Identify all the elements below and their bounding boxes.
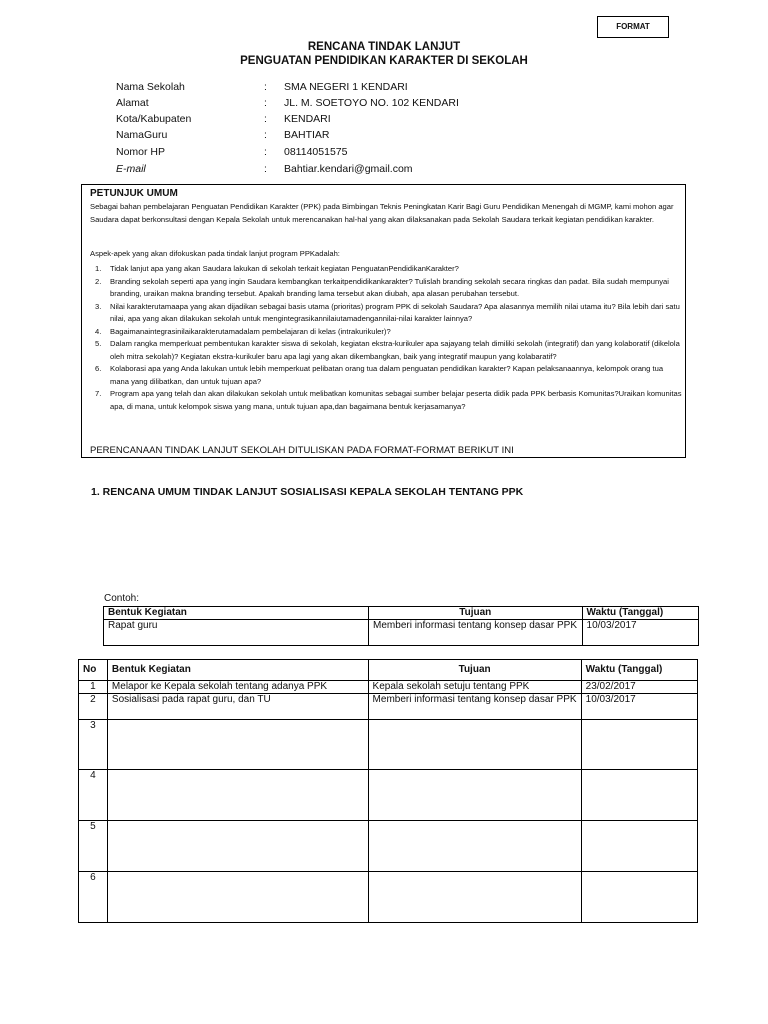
section-heading-1: 1. RENCANA UMUM TINDAK LANJUT SOSIALISASI KEPALA SEKOLAH TENTANG PPK xyxy=(91,486,524,498)
list-item: 4. Bagaimanaintegrasinilaikarakterutamadalam pembelajaran di kelas (intrakurikuler)? xyxy=(95,326,391,336)
column-header: No xyxy=(79,660,108,681)
table-cell xyxy=(368,872,581,923)
table-row xyxy=(79,872,698,923)
petunjuk-list xyxy=(90,263,682,413)
column-header: Tujuan xyxy=(369,607,582,620)
table-cell: 6 xyxy=(79,872,108,923)
table-cell: 23/02/2017 xyxy=(581,681,697,694)
table-cell: Melapor ke Kepala sekolah tentang adanya PPK xyxy=(107,681,368,694)
info-colon: : xyxy=(264,146,267,158)
list-item-text: Bagaimanaintegrasinilaikarakterutamadalam pembelajaran di kelas (intrakurikuler)? xyxy=(110,326,391,336)
table-row xyxy=(79,681,698,694)
table-cell xyxy=(107,770,368,821)
list-item: 6. Kolaborasi apa yang Anda lakukan untuk lebih memperkuat pelibatan orang tua dalam penguatan pendidikan karakter? Kapan pelaksanaannya, kelompok orang tua mana yang dilibatkan, dan untuk tujuan apa? xyxy=(95,364,664,386)
petunjuk-umum-box xyxy=(81,184,686,458)
table-cell: Memberi informasi tentang konsep dasar PPK xyxy=(369,620,582,646)
table-cell: Rapat guru xyxy=(104,620,369,646)
table-header-row xyxy=(79,660,698,681)
table-row xyxy=(104,620,699,646)
table-cell: 3 xyxy=(79,720,108,770)
table-cell xyxy=(581,821,697,872)
table-cell: Sosialisasi pada rapat guru, dan TU xyxy=(107,694,368,720)
list-item: 7. Program apa yang telah dan akan dilakukan sekolah untuk melibatkan komunitas sebagai sumber belajar peserta didik pada PPK berbasis Komunitas?Uraikan komunitas apa, di mana, untuk kelompok siswa yang mana, untuk tujuan apa,dan bagaimana bentuk kerjasamanya? xyxy=(95,389,682,411)
column-header: Waktu (Tanggal) xyxy=(581,660,697,681)
table-cell: Kepala sekolah setuju tentang PPK xyxy=(368,681,581,694)
info-colon: : xyxy=(264,163,267,175)
list-item-text: Dalam rangka memperkuat pembentukan karakter siswa di sekolah, kegiatan ekstra-kurikuler apa sajayang telah dimiliki sekolah (integratif) dan yang kolaboratif (dikelola oleh mitra sekolah)? Kegiatan ekstra-kurikuler baru apa lagi yang akan dikembangkan, baik yang integratif maupun yang kolabaratif? xyxy=(110,339,680,361)
petunjuk-footer: PERENCANAAN TINDAK LANJUT SEKOLAH DITULISKAN PADA FORMAT-FORMAT BERIKUT INI xyxy=(90,445,514,456)
info-value: BAHTIAR xyxy=(284,129,330,141)
list-item-text: Program apa yang telah dan akan dilakukan sekolah untuk melibatkan komunitas sebagai sumber belajar peserta didik pada PPK berbasis Komunitas?Uraikan komunitas apa, di mana, untuk kelompok siswa yang mana, untuk tujuan apa,dan bagaimana bentuk kerjasamanya? xyxy=(110,389,682,411)
table-cell xyxy=(107,872,368,923)
info-label: E-mail xyxy=(116,163,146,175)
contoh-label: Contoh: xyxy=(104,593,140,604)
table-cell xyxy=(368,770,581,821)
table-row xyxy=(79,720,698,770)
main-table xyxy=(78,659,698,923)
info-value: Bahtiar.kendari@gmail.com xyxy=(284,163,413,175)
info-value: KENDARI xyxy=(284,113,331,125)
info-label: Alamat xyxy=(116,97,149,109)
list-item: 2. Branding sekolah seperti apa yang ingin Saudara kembangkan terkaitpendidikankarakter? Tulislah branding sekolah secara ringkas dan padat. Bila sudah mempunyai branding, uraikan makna branding tersebut. Apakah branding lama tersebut akan diubah, apa alasan perubahan tersebut. xyxy=(95,276,669,298)
list-item: 3. Nilai karakterutamaapa yang akan dijadikan sebagai basis utama (prioritas) program PPK di sekolah Saudara? Apa alasannya memilih nilai utama itu? Bila lebih dari satu nilai, apa yang akan dilakukan sekolah untuk mengintegrasikannilaiutamadengannilai-nilai karakter lainnya? xyxy=(95,301,680,323)
petunjuk-intro: Sebagai bahan pembelajaran Penguatan Pendidikan Karakter (PPK) pada Bimbingan Teknis Peningkatan Karir Bagi Guru Pendidikan Menengah di MGMP, kami mohon agar Saudara dapat berkonsultasi dengan Kepala Sekolah untuk merencanakan hal-hal yang akan dilaksanakan pada Sekolah Saudara terkait kegiatan pendidikan karakter. xyxy=(90,202,674,224)
format-label: FORMAT xyxy=(597,16,669,38)
column-header: Tujuan xyxy=(368,660,581,681)
list-item: 5. Dalam rangka memperkuat pembentukan karakter siswa di sekolah, kegiatan ekstra-kurikuler apa sajayang telah dimiliki sekolah (integratif) dan yang kolaboratif (dikelola oleh mitra sekolah)? Kegiatan ekstra-kurikuler baru apa lagi yang akan dikembangkan, baik yang integratif maupun yang kolabaratif? xyxy=(95,339,680,361)
column-header: Bentuk Kegiatan xyxy=(104,607,369,620)
info-label: Kota/Kabupaten xyxy=(116,113,192,125)
table-cell: 10/03/2017 xyxy=(582,620,698,646)
table-cell: 1 xyxy=(79,681,108,694)
petunjuk-heading: PETUNJUK UMUM xyxy=(90,188,178,199)
info-value: JL. M. SOETOYO NO. 102 KENDARI xyxy=(284,97,459,109)
column-header: Bentuk Kegiatan xyxy=(107,660,368,681)
table-cell xyxy=(107,720,368,770)
table-cell: 10/03/2017 xyxy=(581,694,697,720)
info-label: NamaGuru xyxy=(116,129,168,141)
list-item-text: Tidak lanjut apa yang akan Saudara lakukan di sekolah terkait kegiatan PenguatanPendidikanKarakter? xyxy=(110,264,459,273)
table-row xyxy=(79,694,698,720)
table-header-row xyxy=(104,607,699,620)
info-colon: : xyxy=(264,97,267,109)
info-value: 08114051575 xyxy=(284,146,348,158)
table-cell: 5 xyxy=(79,821,108,872)
info-label: Nama Sekolah xyxy=(116,81,185,93)
list-item-text: Branding sekolah seperti apa yang ingin Saudara kembangkan terkaitpendidikankarakter? Tulislah branding sekolah secara ringkas dan padat. Bila sudah mempunyai branding, uraikan makna branding tersebut. Apakah branding lama tersebut akan diubah, apa alasan perubahan tersebut. xyxy=(110,276,669,298)
info-colon: : xyxy=(264,129,267,141)
table-cell xyxy=(581,872,697,923)
table-cell: Memberi informasi tentang konsep dasar PPK xyxy=(368,694,581,720)
title-line2: PENGUATAN PENDIDIKAN KARAKTER DI SEKOLAH xyxy=(240,55,528,67)
table-cell xyxy=(107,821,368,872)
info-colon: : xyxy=(264,81,267,93)
title-line1: RENCANA TINDAK LANJUT xyxy=(307,41,461,53)
example-table xyxy=(103,606,699,646)
table-row xyxy=(79,770,698,821)
list-item-text: Kolaborasi apa yang Anda lakukan untuk lebih memperkuat pelibatan orang tua dalam penguatan pendidikan karakter? Kapan pelaksanaannya, kelompok orang tua mana yang dilibatkan, dan untuk tujuan apa? xyxy=(110,364,664,386)
table-cell xyxy=(581,720,697,770)
table-cell xyxy=(581,770,697,821)
info-label: Nomor HP xyxy=(116,146,166,158)
list-item: 1. Tidak lanjut apa yang akan Saudara lakukan di sekolah terkait kegiatan PenguatanPendidikanKarakter? xyxy=(95,264,459,273)
table-cell xyxy=(368,720,581,770)
table-row xyxy=(79,821,698,872)
column-header: Waktu (Tanggal) xyxy=(582,607,698,620)
list-item-text: Nilai karakterutamaapa yang akan dijadikan sebagai basis utama (prioritas) program PPK di sekolah Saudara? Apa alasannya memilih nilai utama itu? Bila lebih dari satu nilai, apa yang akan dilakukan sekolah untuk mengintegrasikannilaiutamadengannilai-nilai karakter lainnya? xyxy=(110,301,680,323)
table-cell xyxy=(368,821,581,872)
petunjuk-aspek: Aspek-apek yang akan difokuskan pada tindak lanjut program PPKadalah: xyxy=(90,249,340,258)
info-colon: : xyxy=(264,113,267,125)
table-cell: 2 xyxy=(79,694,108,720)
info-value: SMA NEGERI 1 KENDARI xyxy=(284,81,408,93)
table-cell: 4 xyxy=(79,770,108,821)
